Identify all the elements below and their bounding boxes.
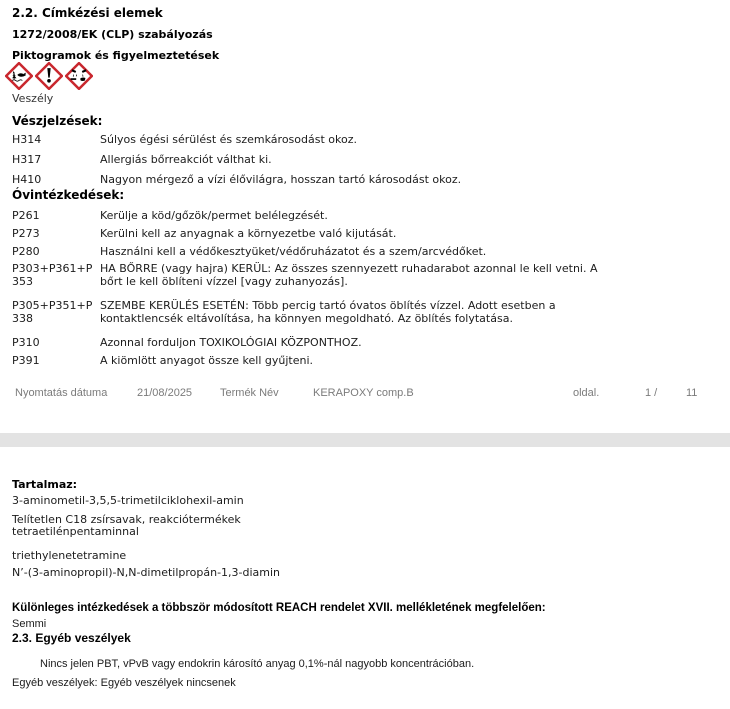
precaution-row [12, 300, 620, 325]
substance-list [12, 495, 292, 580]
hazard-text: Allergiás bőrreakciót válthat ki. [100, 153, 272, 166]
precaution-text: Kerülje a köd/gőzök/permet belélegzését. [100, 209, 328, 222]
hazard-text: Nagyon mérgező a vízi élővilágra, hosszan tartó károsodást okoz. [100, 173, 462, 186]
precaution-code: P280 [12, 245, 40, 258]
ghs-pictogram-row [5, 62, 93, 90]
hazard-code: H314 [12, 133, 42, 146]
precaution-code: P261 [12, 209, 40, 222]
page-footer [0, 387, 730, 401]
other-hazards-statement: Egyéb veszélyek: Egyéb veszélyek nincsenek [12, 677, 236, 689]
precautionary-statements-table [12, 209, 620, 372]
page-current: 1 / [645, 387, 658, 399]
precaution-code: P305+P351+P338 [12, 299, 93, 325]
ghs05-corrosion-icon [65, 62, 93, 90]
hazard-text: Súlyos égési sérülést és szemkárosodást okoz. [100, 133, 357, 146]
precaution-text: SZEMBE KERÜLÉS ESETÉN: Több percig tartó óvatos öblítés vízzel. Adott esetben a kontaktlencsék eltávolítása, ha könnyen megoldható. Az öblítés folytatása. [100, 299, 556, 325]
precaution-code: P310 [12, 336, 40, 349]
precaution-text: Kerülni kell az anyagnak a környezetbe való kijutását. [100, 227, 397, 240]
substance-item: Telítetlen C18 zsírsavak, reakciótermékek tetraetilénpentaminnal [12, 512, 241, 538]
hazard-code: H317 [12, 153, 42, 166]
product-name-value: KERAPOXY comp.B [313, 387, 414, 399]
reach-restrictions-heading: Különleges intézkedések a többször módosított REACH rendelet XVII. mellékletének megfelelően: [12, 602, 546, 614]
precaution-code: P273 [12, 227, 40, 240]
precaution-row [12, 263, 620, 288]
ghs07-exclamation-icon [35, 62, 63, 90]
substance-item: triethylenetetramine [12, 548, 127, 562]
section-2-3-title: 2.3. Egyéb veszélyek [12, 631, 131, 645]
print-date-label: Nyomtatás dátuma [15, 387, 108, 399]
section-2-2-title: 2.2. Címkézési elemek [12, 6, 163, 20]
page-total: 11 [686, 387, 698, 399]
hazard-row [12, 173, 620, 187]
signal-word: Veszély [12, 92, 54, 105]
hazard-row [12, 133, 620, 147]
precaution-row [12, 209, 620, 222]
page-break-separator [0, 433, 730, 447]
precaution-text: A kiömlött anyagot össze kell gyűjteni. [100, 354, 313, 367]
precaution-row [12, 354, 620, 367]
hazard-code: H410 [12, 173, 42, 186]
precaution-text: HA BŐRRE (vagy hajra) KERÜL: Az összes szennyezett ruhadarabot azonnal le kell vetni. A bőrt le kell öblíteni vízzel [vagy zuhanyozás]. [100, 262, 598, 288]
page-label: oldal. [573, 387, 600, 399]
clp-regulation-heading: 1272/2008/EK (CLP) szabályozás [12, 28, 213, 41]
precaution-row [12, 336, 620, 349]
product-name-label: Termék Név [220, 387, 279, 399]
pictograms-heading: Piktogramok és figyelmeztetések [12, 49, 220, 62]
precaution-code: P303+P361+P353 [12, 262, 93, 288]
substance-item: 3-aminometil-3,5,5-trimetilciklohexil-amin [12, 494, 244, 507]
print-date-value: 21/08/2025 [137, 387, 193, 399]
hazard-statements-table [12, 133, 620, 193]
precaution-code: P391 [12, 354, 40, 367]
hazard-statements-heading: Vészjelzések: [12, 114, 103, 128]
reach-restrictions-value: Semmi [12, 618, 47, 630]
precaution-row [12, 227, 620, 240]
precaution-row [12, 245, 620, 258]
pbt-statement: Nincs jelen PBT, vPvB vagy endokrin károsító anyag 0,1%-nál nagyobb koncentrációban. [40, 658, 475, 670]
contains-heading: Tartalmaz: [12, 478, 78, 491]
precaution-text: Azonnal forduljon TOXIKOLÓGIAI KÖZPONTHOZ. [100, 336, 362, 349]
substance-item: N’-(3-aminopropil)-N,N-dimetilpropán-1,3-diamin [12, 566, 281, 579]
precautionary-statements-heading: Óvintézkedések: [12, 188, 125, 202]
hazard-row [12, 153, 620, 167]
precaution-text: Használni kell a védőkesztyüket/védőruházatot és a szem/arcvédőket. [100, 245, 487, 258]
ghs09-environment-icon [5, 62, 33, 90]
